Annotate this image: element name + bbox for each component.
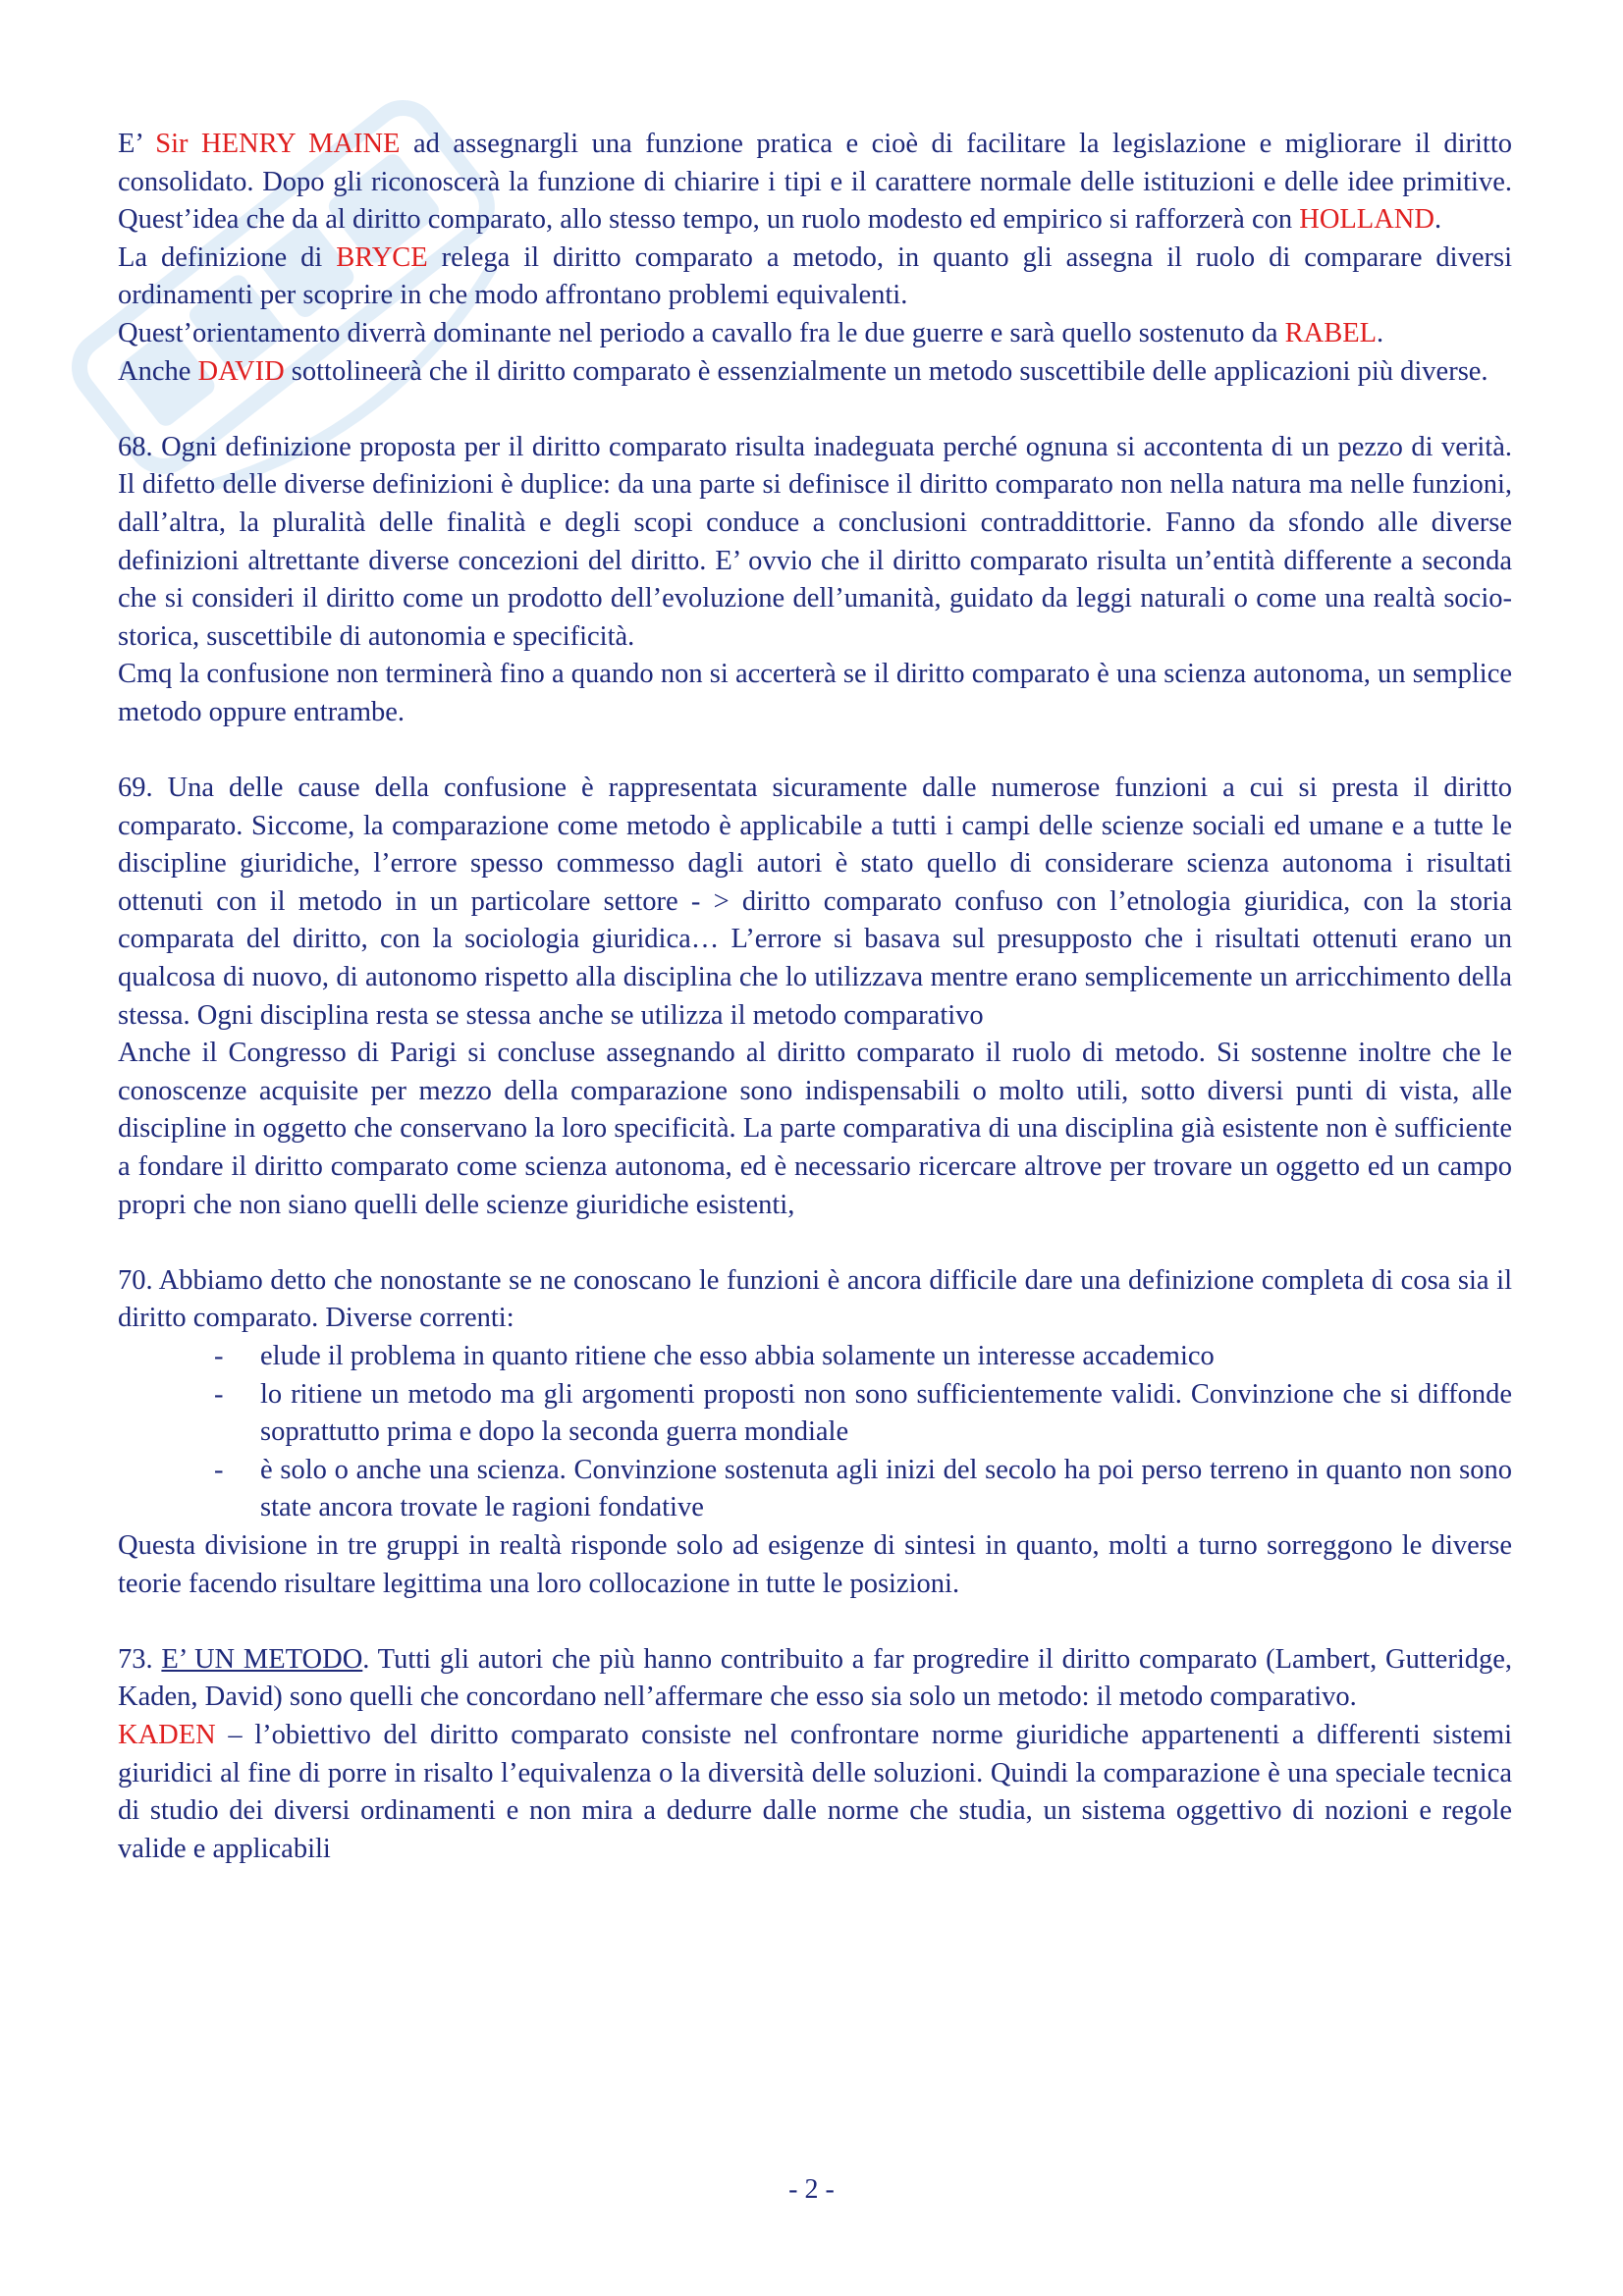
section-70-list	[118, 1338, 1512, 1527]
author-david: DAVID	[197, 355, 285, 387]
section-73-kaden: KADEN – l’obiettivo del diritto comparato consiste nel confrontare norme giuridiche appartenenti a differenti sistemi giuridici al fine di porre in risalto l’equivalenza o la diversità delle soluzioni. Quindi la comparazione è una speciale tecnica di studio dei diversi ordinamenti e non mira a dedurre dalle norme che studia, un sistema oggettivo di nozioni e regole valide e applicabili	[118, 1719, 1512, 1864]
section-70-outro: Questa divisione in tre gruppi in realtà risponde solo ad esigenze di sintesi in quanto, molti a turno sorreggono le diverse teorie facendo risultare legittima una loro collocazione in tutte le posizioni.	[118, 1529, 1512, 1599]
document-body	[118, 126, 1512, 1868]
paragraph-maine: E’ Sir HENRY MAINE ad assegnargli una funzione pratica e cioè di facilitare la legislazione e migliorare il diritto consolidato. Dopo gli riconoscerà la funzione di chiarire i tipi e il carattere normale delle istituzioni e delle idee primitive. Quest’idea che da al diritto comparato, allo stesso tempo, un ruolo modesto ed empirico si rafforzerà con HOLLAND.	[118, 129, 1512, 236]
section-69: 69. Una delle cause della confusione è rappresentata sicuramente dalle numerose funzioni a cui si presta il diritto comparato. Siccome, la comparazione come metodo è applicabile a tutti i campi delle scienze sociali ed umane e a tutte le discipline giuridiche, l’errore spesso commesso dagli autori è stato quello di considerare scienza autonoma i risultati ottenuti con il metodo in un particolare settore - > diritto comparato confuso con l’etnologia giuridica, con la storia comparata del diritto, con la sociologia giuridica… L’errore si basava sul presupposto che i risultati ottenuti erano un qualcosa di nuovo, di autonomo rispetto alla disciplina che lo utilizzava mentre erano semplicemente un arricchimento della stessa. Ogni disciplina resta se stessa anche se utilizza il metodo comparativo	[118, 773, 1512, 1031]
list-item: - è solo o anche una scienza. Convinzione sostenuta agli inizi del secolo ha poi perso terreno in quanto non sono state ancora trovate le ragioni fondative	[118, 1452, 1512, 1527]
author-bryce: BRYCE	[336, 241, 428, 273]
section-73: 73. E’ UN METODO. Tutti gli autori che più hanno contribuito a far progredire il diritto comparato (Lambert, Gutteridge, Kaden, David) sono quelli che concordano nell’affermare che esso sia solo un metodo: il metodo comparativo.	[118, 1643, 1513, 1713]
section-69-congress: Anche il Congresso di Parigi si concluse assegnando al diritto comparato il ruolo di metodo. Si sostenne inoltre che le conoscenze acquisite per mezzo della comparazione sono indispensabili o molto utili, sotto diversi punti di vista, alle discipline in oggetto che conservano la loro specificità. La parte comparativa di una disciplina già esistente non è sufficiente a fondare il diritto comparato come scienza autonoma, ed è necessario ricercare altrove per trovare un oggetto ed un campo propri che non siano quelli delle scienze giuridiche esistenti,	[118, 1038, 1512, 1220]
section-68-conclusion: Cmq la confusione non terminerà fino a quando non si accerterà se il diritto comparato è una scienza autonoma, un semplice metodo oppure entrambe.	[118, 659, 1512, 727]
paragraph-david: Anche DAVID sottolineerà che il diritto comparato è essenzialmente un metodo suscettibile delle applicazioni più diverse.	[118, 355, 1488, 387]
paragraph-rabel: Quest’orientamento diverrà dominante nel periodo a cavallo fra le due guerre e sarà quello sostenuto da RABEL.	[118, 317, 1384, 348]
author-rabel: RABEL	[1284, 317, 1378, 348]
section-70-intro: 70. Abbiamo detto che nonostante se ne conoscano le funzioni è ancora difficile dare una definizione completa di cosa sia il diritto comparato. Diverse correnti:	[118, 1264, 1512, 1334]
list-item: - elude il problema in quanto ritiene che esso abbia solamente un interesse accademico	[118, 1338, 1512, 1376]
list-item: - lo ritiene un metodo ma gli argomenti proposti non sono sufficientemente validi. Convinzione che si diffonde soprattutto prima e dopo la seconda guerra mondiale	[118, 1376, 1512, 1452]
page-number: - 2 -	[788, 2174, 835, 2205]
author-maine: Sir HENRY MAINE	[155, 129, 401, 159]
author-holland: HOLLAND	[1299, 204, 1434, 236]
paragraph-bryce: La definizione di BRYCE relega il diritto comparato a metodo, in quanto gli assegna il ruolo di comparare diversi ordinamenti per scoprire in che modo affrontano problemi equivalenti.	[118, 241, 1513, 311]
section-73-heading: E’ UN METODO	[161, 1643, 363, 1675]
author-kaden: KADEN	[118, 1719, 216, 1750]
section-68: 68. Ogni definizione proposta per il diritto comparato risulta inadeguata perché ognuna si accontenta di un pezzo di verità. Il difetto delle diverse definizioni è duplice: da una parte si definisce il diritto comparato non nella natura ma nelle funzioni, dall’altra, la pluralità delle finalità e degli scopi conduce a conclusioni contraddittorie. Fanno da sfondo alle diverse definizioni altrettante diverse concezioni del diritto. E’ ovvio che il diritto comparato risulta un’entità differente a seconda che si consideri il diritto come un prodotto dell’evoluzione dell’umanità, guidato da leggi naturali o come una realtà socio-storica, suscettibile di autonomia e specificità.	[118, 431, 1512, 652]
